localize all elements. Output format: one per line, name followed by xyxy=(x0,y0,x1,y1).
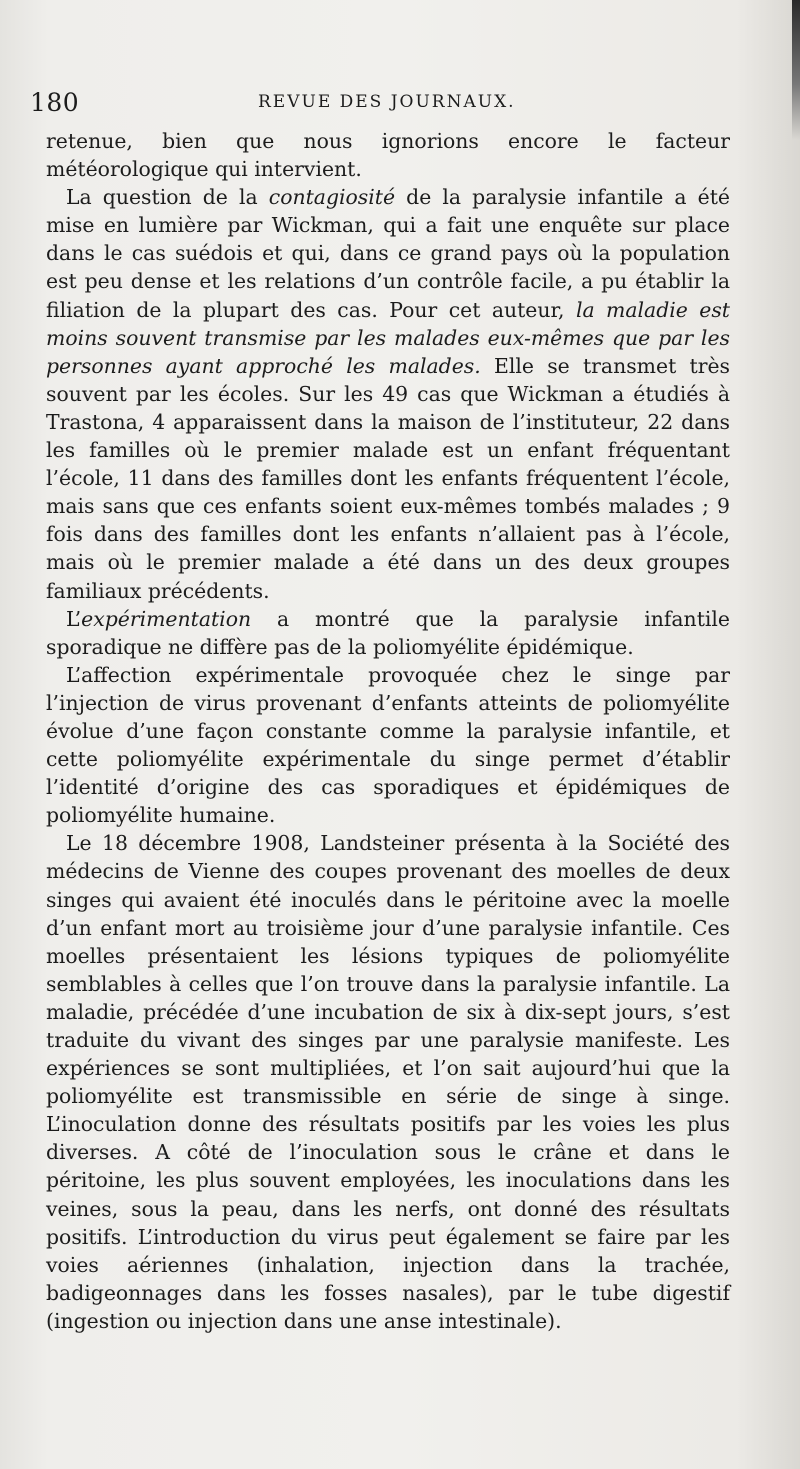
text-run: L’ xyxy=(66,606,82,631)
page-header xyxy=(30,88,750,118)
paragraph-experimentation xyxy=(46,605,730,661)
emphasis-contagiosite: contagiosité xyxy=(268,185,396,210)
text-run: a montré que la paralysie infantile sporadique ne diffère pas de la poliomyélite épidémique. xyxy=(46,606,730,659)
emphasis-experimentation: expérimentation xyxy=(81,606,252,631)
emphasis-quote: la maladie est moins souvent transmise par les malades eux-mêmes que par les personnes ayant approché les malades. xyxy=(46,297,731,378)
paragraph-affection: L’affection expérimentale provoquée chez le singe par l’injection de virus provenant d’enfants atteints de poliomyélite évolue d’une façon constante comme la paralysie infantile, et cette poliomyélite expérimentale du singe permet d’établir l’identité d’origine des cas sporadiques et épidémiques de poliomyélite humaine. xyxy=(46,662,730,828)
text-run: Elle se transmet très souvent par les écoles. Sur les 49 cas que Wickman a étudiés à Trastona, 4 apparaissent dans la maison de l’instituteur, 22 dans les familles où le premier malade est un enfant fréquentant l’école, 11 dans des familles dont les enfants fréquentent l’école, mais sans que ces enfants soient eux-mêmes tombés malades ; 9 fois dans des familles dont les enfants n’allaient pas à l’école, mais où le premier malade a été dans un des deux groupes familiaux précédents. xyxy=(46,353,730,603)
paragraph-contagiosite xyxy=(46,183,730,604)
paragraph-landsteiner: Le 18 décembre 1908, Landsteiner présenta à la Société des médecins de Vienne des coupes provenant des moelles de deux singes qui avaient été inoculés dans le péritoine avec la moelle d’un enfant mort au troisième jour d’une paralysie infantile. Ces moelles présentaient les lésions typiques de poliomyélite semblables à celles que l’on trouve dans la paralysie infantile. La maladie, précédée d’une incubation de six à dix-sept jours, s’est traduite du vivant des singes par une paralysie manifeste. Les expériences se sont multipliées, et l’on sait aujourd’hui que la poliomyélite est transmissible en série de singe à singe. L’inoculation donne des résultats positifs par les voies les plus diverses. A côté de l’inoculation sous le crâne et dans le péritoine, les plus souvent employées, les inoculations dans les veines, sous la peau, dans les nerfs, ont donné des résultats positifs. L’introduction du virus peut également se faire par les voies aériennes (inhalation, injection dans la trachée, badigeonnages dans les fosses nasales), par le tube digestif (ingestion ou injection dans une anse intestinale). xyxy=(46,831,730,1333)
page-edge-shadow xyxy=(792,0,800,140)
page-number: 180 xyxy=(30,88,80,117)
body-text xyxy=(46,127,730,1335)
text-run: La question de la xyxy=(66,185,269,210)
text-run: de la paralysie infantile a été mise en lumière par Wickman, qui a fait une enquête sur place dans le cas suédois et qui, dans ce grand pays où la population est peu dense et les relations d’un contrôle facile, a pu établir la filiation de la plupart des cas. Pour cet auteur, xyxy=(46,185,730,322)
paragraph-continuation: retenue, bien que nous ignorions encore le facteur météorologique qui intervient. xyxy=(46,129,730,182)
running-title: REVUE DES JOURNAUX. xyxy=(258,92,516,112)
